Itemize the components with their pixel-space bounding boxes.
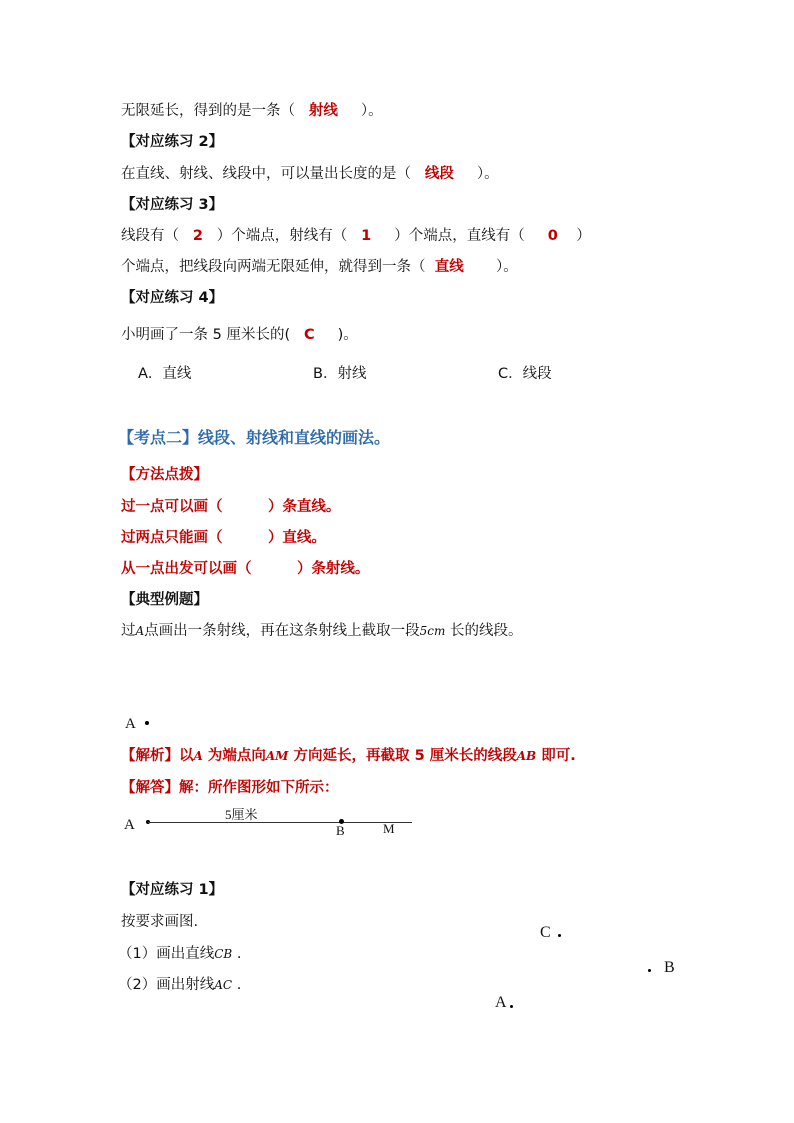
- var: CB: [214, 947, 233, 961]
- point-c-label: C: [540, 924, 551, 941]
- point-c-dot: [558, 934, 561, 937]
- fig-a-label: A: [124, 817, 135, 833]
- option-b: B．射线: [313, 366, 367, 382]
- text: （1）画出直线: [118, 946, 215, 962]
- point-a-dot: [145, 721, 149, 725]
- text: ）。: [476, 166, 499, 182]
- text: .: [236, 977, 242, 993]
- text: ）个端点，直线有（: [394, 228, 525, 244]
- heading-practice-3: 【对应练习 3】: [121, 197, 224, 213]
- text: 无限延长，得到的是一条（: [121, 103, 295, 119]
- question-3-line2: [121, 257, 518, 277]
- method-3: [121, 559, 369, 579]
- method-1: [121, 497, 340, 517]
- question-3-line1: [121, 226, 591, 246]
- var: 5cm: [419, 624, 446, 638]
- example-heading: 【典型例题】: [121, 592, 208, 608]
- text: ）。: [495, 259, 518, 275]
- text: 即可.: [541, 748, 576, 764]
- analysis: [121, 746, 576, 766]
- text: 从一点出发可以画（: [121, 561, 252, 577]
- text: 【解析】以: [121, 748, 194, 764]
- text: 点画出一条射线，再在这条射线上截取一段: [144, 623, 420, 639]
- text: ）直线。: [267, 530, 326, 546]
- answer: 线段: [424, 166, 454, 182]
- answer: 0: [547, 228, 558, 244]
- text: 过: [121, 623, 136, 639]
- heading-practice-2: 【对应练习 2】: [121, 134, 224, 150]
- ray-am: [148, 822, 412, 823]
- practice-1-intro: 按要求画图.: [121, 914, 199, 930]
- point-a2-dot: [510, 1005, 513, 1008]
- question-4: [121, 325, 358, 345]
- option-c: C．线段: [498, 366, 552, 382]
- text: 线段有（: [121, 228, 179, 244]
- var: AB: [516, 749, 537, 763]
- heading-practice-1: 【对应练习 1】: [121, 882, 224, 898]
- section-title: 【考点二】线段、射线和直线的画法。: [118, 428, 391, 447]
- text: ）: [576, 228, 591, 244]
- length-label: 5厘米: [225, 807, 258, 822]
- sentence-ray: [121, 101, 383, 121]
- var: AM: [265, 749, 289, 763]
- point-b-dot: [648, 969, 651, 972]
- point-a2-label: A: [495, 994, 507, 1011]
- question-2: [121, 164, 499, 184]
- text: 小明画了一条 5 厘米长的(: [121, 327, 291, 343]
- heading-practice-4: 【对应练习 4】: [121, 290, 224, 306]
- text: 过两点只能画（: [121, 530, 223, 546]
- text: ）条直线。: [267, 499, 341, 515]
- method-2: [121, 528, 326, 548]
- text: 在直线、射线、线段中，可以量出长度的是（: [121, 166, 411, 182]
- var: AC: [214, 978, 233, 992]
- var: A: [135, 624, 145, 638]
- answer: 2: [192, 228, 203, 244]
- answer: 射线: [308, 103, 338, 119]
- answer: 1: [361, 228, 372, 244]
- fig-m-label: M: [383, 821, 395, 836]
- option-a: A．直线: [138, 366, 192, 382]
- answer: C: [303, 327, 315, 343]
- method-heading: 【方法点拨】: [121, 467, 208, 483]
- example-question: [121, 621, 523, 641]
- text: .: [236, 946, 242, 962]
- text: 个端点，把线段向两端无限延伸，就得到一条（: [121, 259, 426, 275]
- text: 过一点可以画（: [121, 499, 223, 515]
- text: 为端点向: [207, 748, 266, 764]
- text: ）个端点，射线有（: [216, 228, 348, 244]
- answer-text: 【解答】解：所作图形如下所示：: [121, 780, 339, 796]
- var: A: [193, 749, 203, 763]
- practice-1-item-1: [118, 944, 241, 964]
- text: ）条射线。: [296, 561, 370, 577]
- text: ）。: [360, 103, 383, 119]
- point-a-label: A: [125, 716, 136, 732]
- text: )。: [337, 327, 358, 343]
- point-b-label: B: [664, 959, 675, 976]
- practice-1-item-2: [118, 975, 241, 995]
- fig-b-label: B: [336, 823, 345, 838]
- text: 方向延长，再截取 5 厘米长的线段: [293, 748, 517, 764]
- text: （2）画出射线: [118, 977, 215, 993]
- text: 长的线段。: [450, 623, 523, 639]
- answer: 直线: [434, 259, 464, 275]
